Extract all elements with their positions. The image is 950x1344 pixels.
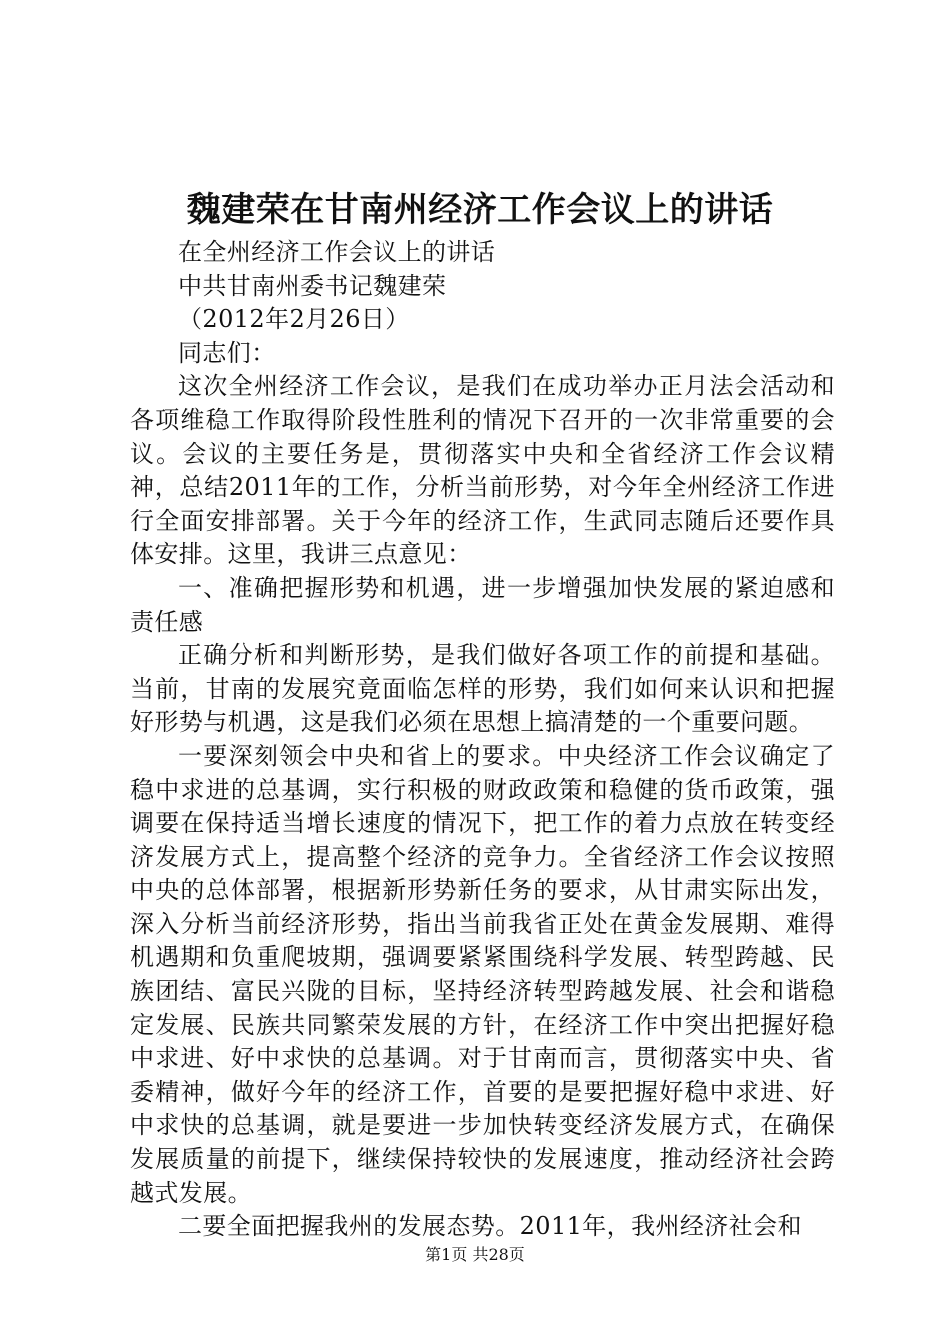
body-paragraph: 正确分析和判断形势，是我们做好各项工作的前提和基础。当前，甘南的发展究竟面临怎样的形势，我们如何来认识和把握好形势与机遇，这是我们必须在思想上搞清楚的一个重要问题。 [130, 641, 835, 737]
speech-subtitle: 在全州经济工作会议上的讲话 [178, 238, 496, 266]
document-body [130, 236, 835, 1244]
salutation: 同志们： [178, 338, 276, 367]
speech-date: （2012年2月26日） [178, 305, 410, 334]
body-paragraph: 这次全州经济工作会议，是我们在成功举办正月法会活动和各项维稳工作取得阶段性胜利的情况下召开的一次非常重要的会议。会议的主要任务是，贯彻落实中央和全省经济工作会议精神，总结2011年的工作，分析当前形势，对今年全州经济工作进行全面安排部署。关于今年的经济工作，生武同志随后还要作具体安排。这里，我讲三点意见： [130, 372, 835, 569]
page-number-footer: 第1页 共28页 [425, 1245, 525, 1264]
body-paragraph: 一要深刻领会中央和省上的要求。中央经济工作会议确定了稳中求进的总基调，实行积极的财政政策和稳健的货币政策，强调要在保持适当增长速度的情况下，把工作的着力点放在转变经济发展方式上，提高整个经济的竞争力。全省经济工作会议按照中央的总体部署，根据新形势新任务的要求，从甘肃实际出发，深入分析当前经济形势，指出当前我省正处在黄金发展期、难得机遇期和负重爬坡期，强调要紧紧围绕科学发展、转型跨越、民族团结、富民兴陇的目标，坚持经济转型跨越发展、社会和谐稳定发展、民族共同繁荣发展的方针，在经济工作中突出把握好稳中求进、好中求快的总基调。对于甘南而言，贯彻落实中央、省委精神，做好今年的经济工作，首要的是要把握好稳中求进、好中求快的总基调，就是要进一步加快转变经济发展方式，在确保发展质量的前提下，继续保持较快的发展速度，推动经济社会跨越式发展。 [130, 741, 835, 1207]
document-title: 魏建荣在甘南州经济工作会议上的讲话 [186, 190, 774, 230]
speaker-line: 中共甘南州委书记魏建荣 [178, 271, 447, 300]
section-heading: 一、准确把握形势和机遇，进一步增强加快发展的紧迫感和责任感 [130, 573, 835, 636]
body-paragraph: 二要全面把握我州的发展态势。2011年，我州经济社会和 [178, 1212, 802, 1241]
